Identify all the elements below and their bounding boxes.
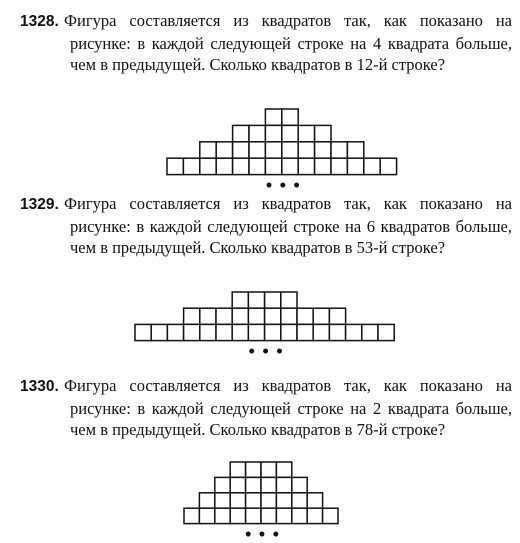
square-cell bbox=[378, 324, 394, 340]
square-cell bbox=[230, 493, 245, 508]
square-cell bbox=[282, 158, 298, 174]
square-cell bbox=[233, 125, 249, 141]
square-staircase-figure bbox=[166, 108, 398, 194]
square-cell bbox=[265, 125, 281, 141]
square-staircase-figure bbox=[134, 291, 395, 360]
square-cell bbox=[265, 142, 281, 158]
problem-1328 bbox=[20, 10, 512, 76]
square-cell bbox=[261, 477, 276, 492]
square-cell bbox=[297, 308, 313, 324]
square-cell bbox=[265, 158, 281, 174]
square-cell bbox=[329, 308, 345, 324]
square-cell bbox=[199, 493, 214, 508]
square-cell bbox=[292, 477, 307, 492]
square-cell bbox=[282, 109, 298, 125]
problem-1330 bbox=[20, 375, 512, 441]
problem-statement: Фигура составляется из квадратов так, как показано на рисунке: в каждой следующей строке на 4 квадрата больше, чем в предыдущей. Сколько квадратов в 12-й строке? bbox=[64, 11, 512, 74]
square-cell bbox=[347, 158, 363, 174]
square-cell bbox=[216, 142, 232, 158]
square-cell bbox=[230, 477, 245, 492]
square-cell bbox=[265, 308, 281, 324]
square-cell bbox=[265, 292, 281, 308]
square-cell bbox=[248, 324, 264, 340]
problem-number: 1329. bbox=[20, 196, 59, 213]
square-cell bbox=[261, 493, 276, 508]
square-cell bbox=[265, 324, 281, 340]
square-cell bbox=[215, 508, 230, 523]
square-cell bbox=[246, 493, 261, 508]
square-cell bbox=[292, 508, 307, 523]
square-cell bbox=[315, 125, 331, 141]
square-cell bbox=[216, 158, 232, 174]
square-cell bbox=[346, 324, 362, 340]
square-cell bbox=[281, 324, 297, 340]
square-cell bbox=[297, 324, 313, 340]
square-cell bbox=[331, 142, 347, 158]
square-cell bbox=[307, 508, 322, 523]
square-cell bbox=[265, 109, 281, 125]
square-cell bbox=[200, 308, 216, 324]
square-cell bbox=[232, 324, 248, 340]
square-cell bbox=[315, 142, 331, 158]
square-cell bbox=[232, 308, 248, 324]
problem-text bbox=[20, 10, 512, 76]
problem-statement: Фигура составляется из квадратов так, как показано на рисунке: в каждой следующей строке на 2 квадрата больше, чем в предыдущей. Сколько квадратов в 78-й строке? bbox=[64, 376, 512, 439]
square-cell bbox=[246, 462, 261, 477]
square-cell bbox=[261, 462, 276, 477]
square-cell bbox=[230, 508, 245, 523]
square-cell bbox=[331, 158, 347, 174]
square-cell bbox=[230, 462, 245, 477]
square-cell bbox=[276, 462, 291, 477]
square-cell bbox=[276, 493, 291, 508]
square-grid bbox=[166, 108, 398, 194]
square-cell bbox=[364, 158, 380, 174]
problem-number: 1328. bbox=[20, 13, 59, 30]
square-cell bbox=[246, 508, 261, 523]
continuation-dots: • • • bbox=[243, 527, 281, 543]
square-cell bbox=[281, 292, 297, 308]
square-cell bbox=[183, 158, 199, 174]
square-cell bbox=[362, 324, 378, 340]
square-cell bbox=[232, 292, 248, 308]
square-cell bbox=[380, 158, 396, 174]
square-cell bbox=[347, 142, 363, 158]
square-cell bbox=[249, 125, 265, 141]
square-cell bbox=[167, 158, 183, 174]
square-cell bbox=[216, 324, 232, 340]
continuation-dots: • • • bbox=[247, 344, 284, 361]
square-cell bbox=[249, 142, 265, 158]
square-cell bbox=[282, 125, 298, 141]
problem-1329 bbox=[20, 193, 512, 259]
problem-text bbox=[20, 193, 512, 259]
square-cell bbox=[248, 308, 264, 324]
square-cell bbox=[298, 125, 314, 141]
square-cell bbox=[313, 324, 329, 340]
square-cell bbox=[276, 508, 291, 523]
square-cell bbox=[292, 493, 307, 508]
square-cell bbox=[151, 324, 167, 340]
square-cell bbox=[233, 158, 249, 174]
square-cell bbox=[135, 324, 151, 340]
square-cell bbox=[315, 158, 331, 174]
square-cell bbox=[281, 308, 297, 324]
square-cell bbox=[298, 158, 314, 174]
square-cell bbox=[282, 142, 298, 158]
square-cell bbox=[249, 158, 265, 174]
square-cell bbox=[215, 477, 230, 492]
square-cell bbox=[329, 324, 345, 340]
square-grid bbox=[183, 461, 339, 543]
continuation-dots: • • • bbox=[264, 178, 302, 195]
square-cell bbox=[200, 324, 216, 340]
square-cell bbox=[200, 158, 216, 174]
square-staircase-figure bbox=[183, 461, 339, 543]
square-cell bbox=[233, 142, 249, 158]
square-cell bbox=[313, 308, 329, 324]
square-cell bbox=[184, 324, 200, 340]
square-cell bbox=[215, 493, 230, 508]
square-cell bbox=[184, 508, 199, 523]
square-cell bbox=[323, 508, 338, 523]
square-cell bbox=[307, 493, 322, 508]
square-cell bbox=[184, 308, 200, 324]
square-cell bbox=[246, 477, 261, 492]
problem-number: 1330. bbox=[20, 378, 59, 395]
problem-text bbox=[20, 375, 512, 441]
square-grid bbox=[134, 291, 395, 360]
square-cell bbox=[261, 508, 276, 523]
square-cell bbox=[199, 508, 214, 523]
square-cell bbox=[298, 142, 314, 158]
problem-statement: Фигура составляется из квадратов так, как показано на рисунке: в каждой следующей строке на 6 квадратов больше, чем в предыдущей. Сколько квадратов в 53-й строке? bbox=[64, 194, 512, 257]
square-cell bbox=[167, 324, 183, 340]
square-cell bbox=[216, 308, 232, 324]
square-cell bbox=[276, 477, 291, 492]
square-cell bbox=[200, 142, 216, 158]
square-cell bbox=[248, 292, 264, 308]
